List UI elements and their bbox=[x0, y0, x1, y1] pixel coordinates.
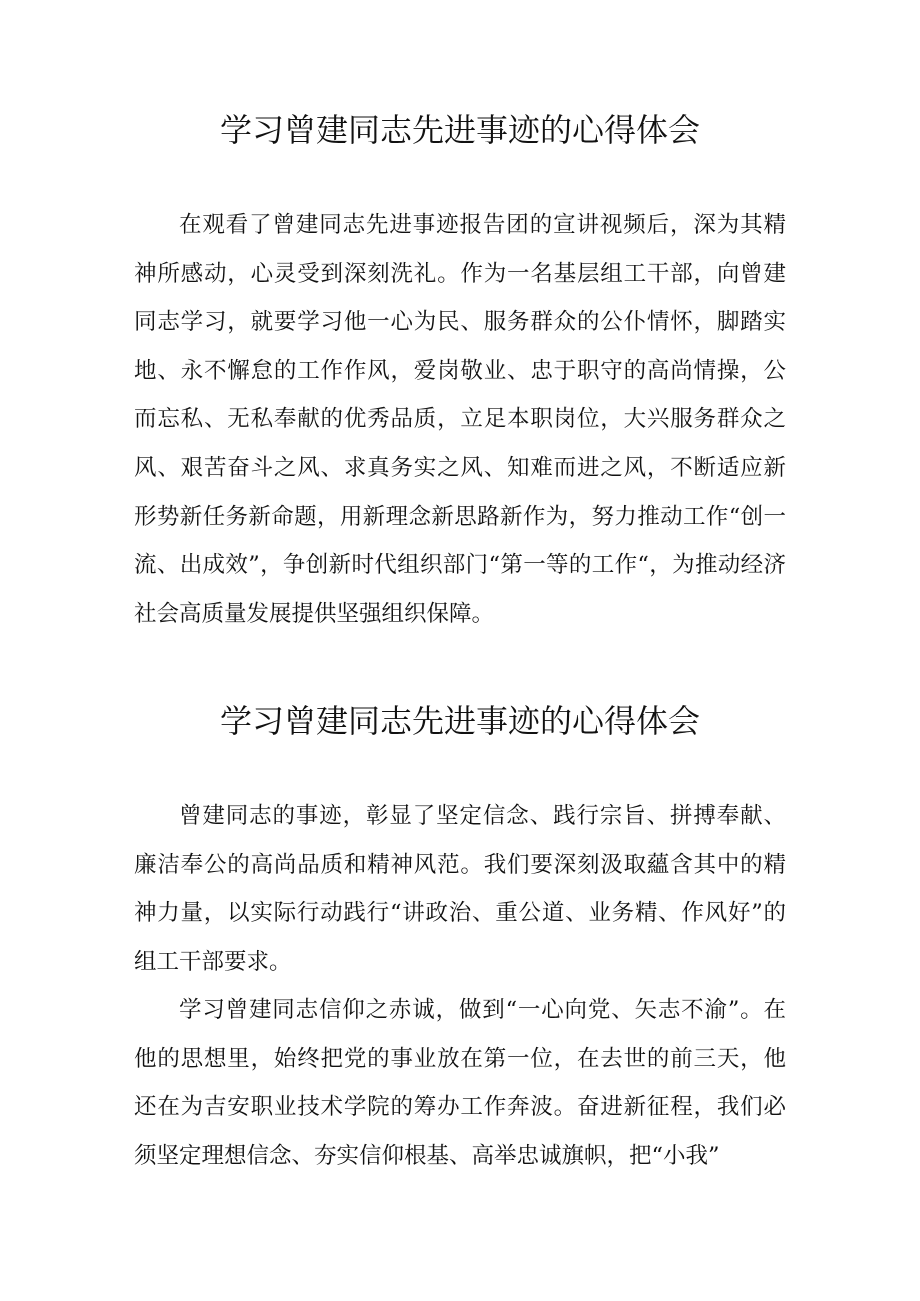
section-2-paragraph-2: 学习曾建同志信仰之赤诚，做到“一心向党、矢志不渝”。在他的思想里，始终把党的事业放在第一位，在去世的前三天，他还在为吉安职业技术学院的筹办工作奔波。奋进新征程，我们必须坚定理想信念、夯实信仰根基、高举忠诚旗帜，把“小我” bbox=[134, 997, 786, 1169]
section-1-paragraph-1: 在观看了曾建同志先进事迹报告团的宣讲视频后，深为其精神所感动，心灵受到深刻洗礼。作为一名基层组工干部，向曾建同志学习，就要学习他一心为民、服务群众的公仆情怀，脚踏实地、永不懈怠的工作作风，爱岗敬业、忠于职守的高尚情操，公而忘私、无私奉献的优秀品质，立足本职岗位，大兴服务群众之风、艰苦奋斗之风、求真务实之风、知难而进之风，不断适应新形势新任务新命题，用新理念新思路新作为，努力推动工作“创一流、出成效”，争创新时代组织部门“第一等的工作“，为推动经济社会高质量发展提供坚强组织保障。 bbox=[134, 212, 786, 627]
section-1-title: 学习曾建同志先进事迹的心得体会 bbox=[219, 111, 700, 149]
section-2-title: 学习曾建同志先进事迹的心得体会 bbox=[219, 702, 700, 740]
section-2-paragraph-1: 曾建同志的事迹，彰显了坚定信念、践行宗旨、拼搏奉献、廉洁奉公的高尚品质和精神风范。我们要深刻汲取蘊含其中的精神力量，以实际行动践行“讲政治、重公道、业务精、作风好”的组工干部要求。 bbox=[134, 803, 786, 975]
